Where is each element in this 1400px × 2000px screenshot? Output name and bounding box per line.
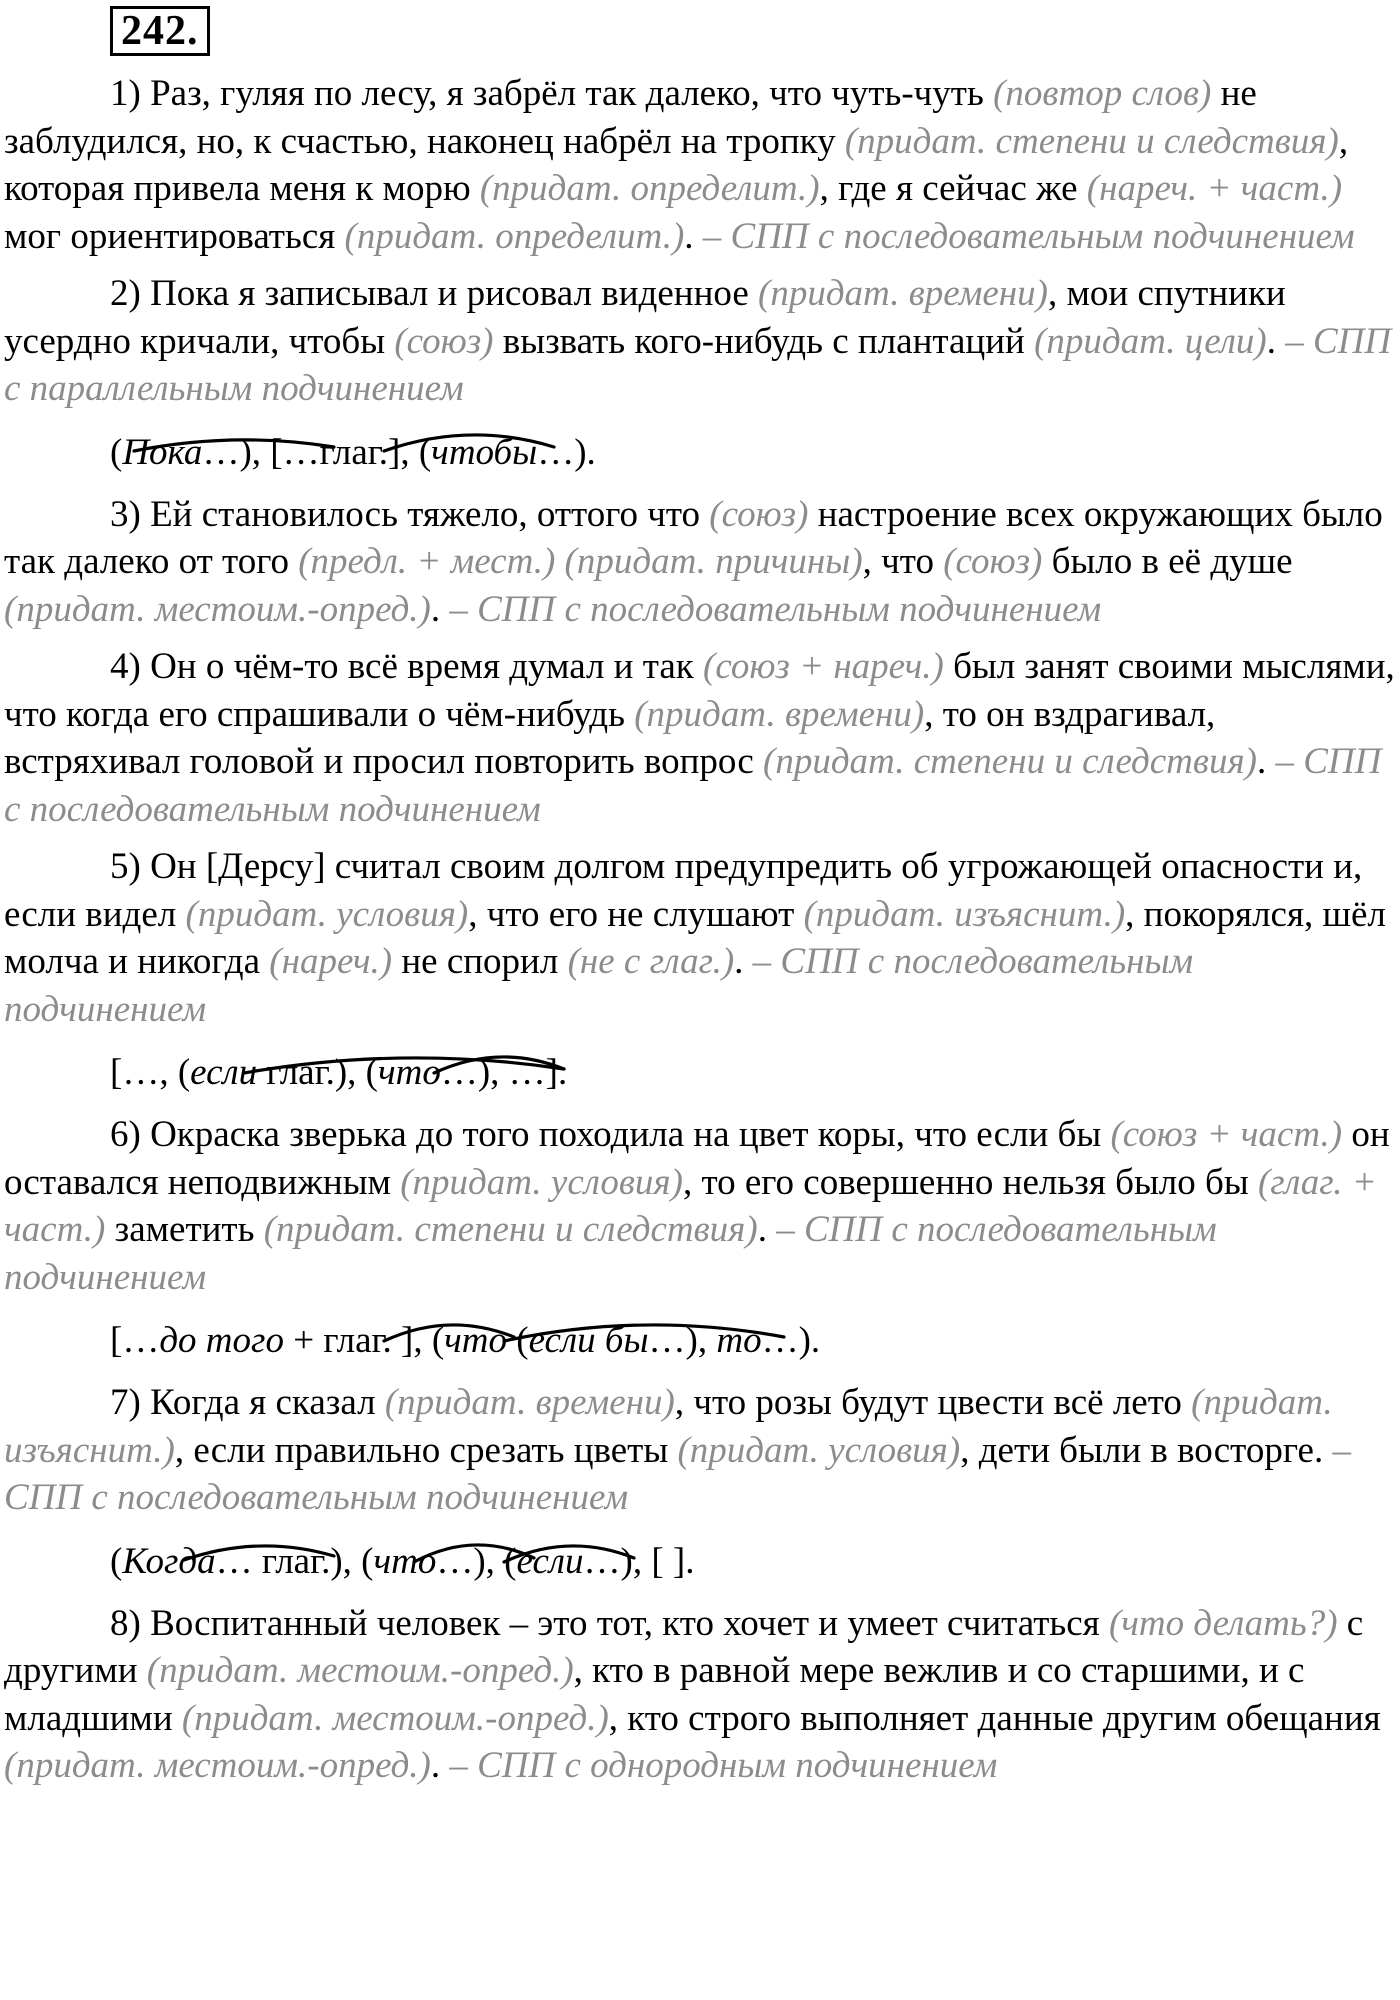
text-fragment: ( xyxy=(110,1540,123,1582)
text-fragment: , то его совершенно нельзя было бы xyxy=(682,1161,1258,1203)
text-fragment: …), […глаг.], ( xyxy=(202,431,432,473)
grammar-note: (придат. времени) xyxy=(758,273,1048,314)
scheme-conjunction: если xyxy=(190,1052,258,1093)
scheme-conjunction: что xyxy=(444,1320,508,1361)
grammar-note: (нареч.) xyxy=(269,941,393,982)
scheme-conjunction: до того xyxy=(159,1320,284,1361)
text-fragment: был занят своими мыслями, что когда его спрашивали о чём-нибудь xyxy=(4,646,1395,735)
text-fragment: … глаг.), ( xyxy=(215,1540,374,1582)
scheme-conjunction: что xyxy=(377,1052,441,1093)
grammar-note: (придат. определит.) xyxy=(479,168,820,209)
grammar-note: (придат. изъяснит.) xyxy=(4,1382,1333,1471)
text-fragment: 1) Раз, гуляя по лесу, я забрёл так далеко, что чуть-чуть xyxy=(110,73,994,114)
text-fragment: 3) Ей становилось тяжело, оттого что xyxy=(110,493,710,535)
grammar-note: (союз) xyxy=(394,320,494,362)
text-fragment: заметить xyxy=(105,1209,264,1250)
text-fragment: 4) Он о чём-то всё время думал и так xyxy=(110,646,703,687)
text-fragment: он оставался неподвижным xyxy=(4,1114,1390,1203)
text-fragment: 8) Воспитанный человек – это тот, кто хочет и умеет считаться xyxy=(110,1602,1109,1644)
scheme-conjunction: Когда xyxy=(122,1540,216,1582)
text-fragment: было в её душе xyxy=(1042,541,1293,582)
sentence-item xyxy=(4,1111,1396,1301)
grammar-note: (придат. степени и следствия) xyxy=(763,741,1257,782)
text-fragment: [… xyxy=(110,1320,160,1361)
grammar-note: (придат. местоим.-опред.) xyxy=(4,1745,431,1786)
grammar-note: (не с глаг.) xyxy=(567,941,735,982)
grammar-note: (глаг. + част.) xyxy=(4,1161,1377,1250)
scheme-conjunction: то xyxy=(716,1320,762,1361)
sentence-item xyxy=(4,70,1396,260)
text-fragment: не спорил xyxy=(392,941,568,982)
grammar-note: – СПП с последовательным подчинением xyxy=(702,215,1355,257)
sentence-scheme xyxy=(4,423,1396,483)
text-fragment: , то он вздрагивал, встряхивал головой и просил повторить вопрос xyxy=(4,693,1216,782)
sentence-item xyxy=(4,843,1396,1033)
grammar-note: (придат. определит.) xyxy=(344,215,685,257)
scheme-text xyxy=(110,432,596,473)
grammar-note: (придат. условия) xyxy=(185,893,469,935)
text-fragment: . xyxy=(734,941,753,982)
text-fragment: , что розы будут цвести всё лето xyxy=(674,1382,1192,1423)
text-fragment: ( xyxy=(110,431,123,473)
sentence-item xyxy=(4,491,1396,634)
grammar-note: (придат. местоим.-опред.) xyxy=(4,588,431,630)
grammar-note: (придат. изъяснит.) xyxy=(803,893,1126,935)
grammar-note: (повтор слов) xyxy=(993,73,1212,114)
scheme-conjunction: если xyxy=(516,1540,584,1582)
text-fragment: + глаг. ], ( xyxy=(283,1320,445,1361)
text-fragment: . xyxy=(430,588,450,630)
text-fragment: . xyxy=(757,1209,777,1250)
scheme-conjunction: если бы xyxy=(528,1320,649,1361)
text-fragment: настроение всех окружающих было так далеко от того xyxy=(4,493,1383,582)
text-fragment: […, ( xyxy=(110,1052,191,1093)
text-fragment: вызвать кого-нибудь с плантаций xyxy=(493,320,1035,362)
text-fragment: глаг.), ( xyxy=(257,1052,378,1093)
grammar-note: (нареч. + част.) xyxy=(1086,168,1343,209)
text-fragment: . xyxy=(1257,741,1276,782)
grammar-note: – СПП с последовательным подчинением xyxy=(4,1429,1351,1518)
grammar-note: – СПП с параллельным подчинением xyxy=(4,320,1392,409)
text-fragment: …), xyxy=(648,1320,717,1361)
scheme-text xyxy=(110,1320,820,1361)
text-fragment: , где я сейчас же xyxy=(819,168,1087,209)
scheme-conjunction: Пока xyxy=(122,431,203,473)
text-fragment: с другими xyxy=(4,1602,1364,1691)
text-fragment: …). xyxy=(537,431,596,473)
text-fragment: . xyxy=(684,215,703,257)
grammar-note: (союз + нареч.) xyxy=(703,646,944,687)
scheme-text xyxy=(110,1052,567,1093)
exercise-content xyxy=(4,70,1396,1800)
scheme-text xyxy=(110,1541,694,1582)
scheme-conjunction: что xyxy=(373,1540,437,1582)
text-fragment: . xyxy=(1266,320,1286,362)
sentence-item xyxy=(4,1379,1396,1522)
grammar-note: (союз) xyxy=(943,541,1043,582)
text-fragment: …), [ ]. xyxy=(583,1540,695,1582)
text-fragment: ( xyxy=(507,1320,529,1361)
sentence-scheme xyxy=(4,1532,1396,1592)
grammar-note: (придат. степени и следствия) xyxy=(263,1209,758,1250)
text-fragment: …), ( xyxy=(436,1540,517,1582)
grammar-note: – СПП с последовательным подчинением xyxy=(4,1209,1217,1298)
grammar-note: (придат. местоим.-опред.) xyxy=(181,1697,609,1739)
grammar-note: (придат. условия) xyxy=(677,1429,961,1471)
text-fragment: 2) Пока я записывал и рисовал виденное xyxy=(110,273,758,314)
grammar-note: – СПП с однородным подчинением xyxy=(449,1745,998,1786)
scheme-conjunction: чтобы xyxy=(431,431,538,473)
text-fragment: 5) Он [Дерсу] считал своим долгом предупредить об угрожающей опасности и, если видел xyxy=(4,846,1363,935)
grammar-note: (что делать?) xyxy=(1108,1602,1338,1644)
text-fragment: не заблудился, но, к счастью, наконец набрёл на тропку xyxy=(4,73,1257,162)
text-fragment: …). xyxy=(761,1320,821,1361)
sentence-item xyxy=(4,643,1396,833)
grammar-note: (союз + част.) xyxy=(1110,1114,1343,1155)
grammar-note: – СПП с последовательным подчинением xyxy=(4,741,1382,830)
text-fragment: , что xyxy=(862,541,944,582)
text-fragment: …), …]. xyxy=(440,1052,568,1093)
text-fragment: , что его не слушают xyxy=(468,893,804,935)
text-fragment: , кто строго выполняет данные другим обещания xyxy=(608,1697,1381,1739)
sentence-item xyxy=(4,1600,1396,1790)
text-fragment: , мои спутники усердно кричали, чтобы xyxy=(4,273,1286,362)
text-fragment: , если правильно срезать цветы xyxy=(174,1429,678,1471)
text-fragment: 7) Когда я сказал xyxy=(110,1382,385,1423)
text-fragment: , кто в равной мере вежлив и со старшими, и с младшими xyxy=(4,1650,1305,1739)
grammar-note: (придат. времени) xyxy=(384,1382,675,1423)
text-fragment: , которая привела меня к морю xyxy=(4,120,1349,209)
sentence-scheme xyxy=(4,1311,1396,1371)
sentence-item xyxy=(4,270,1396,413)
sentence-scheme xyxy=(4,1043,1396,1103)
grammar-note: (союз) xyxy=(709,493,809,535)
grammar-note: (придат. условия) xyxy=(400,1161,683,1203)
text-fragment: , дети были в восторге. xyxy=(960,1429,1333,1471)
text-fragment: , покорялся, шёл молча и никогда xyxy=(4,893,1386,982)
grammar-note: (придат. местоим.-опред.) xyxy=(146,1650,574,1691)
grammar-note: (придат. степени и следствия) xyxy=(844,120,1339,162)
grammar-note: (придат. цели) xyxy=(1034,320,1267,362)
grammar-note: – СПП с последовательным подчинением xyxy=(4,941,1194,1030)
text-fragment: . xyxy=(430,1745,450,1786)
exercise-number: 242. xyxy=(110,6,210,56)
grammar-note: (предл. + мест.) (придат. причины) xyxy=(298,541,863,582)
text-fragment: мог ориентироваться xyxy=(4,215,345,257)
grammar-note: (придат. времени) xyxy=(634,693,925,735)
grammar-note: – СПП с последовательным подчинением xyxy=(449,588,1102,630)
text-fragment: 6) Окраска зверька до того походила на цвет коры, что если бы xyxy=(110,1114,1111,1155)
